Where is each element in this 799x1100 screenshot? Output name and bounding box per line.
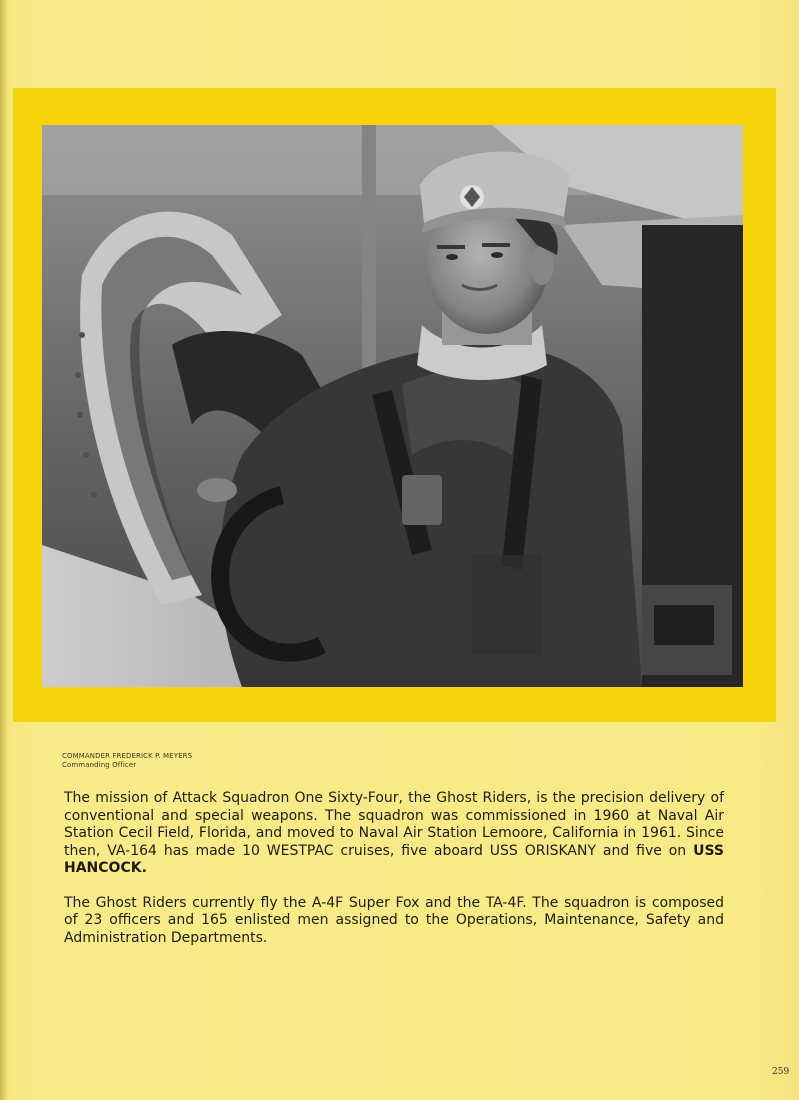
page-spine-shadow <box>0 0 6 1100</box>
page-number: 259 <box>772 1067 790 1077</box>
paragraph-mission <box>64 790 724 878</box>
paragraph-mission-text: The mission of Attack Squadron One Sixty-Four, the Ghost Riders, is the precision delivery of conventional and special weapons. The squadron was commissioned in 1960 at Naval Air Station Cecil Field, Florida, and moved to Naval Air Station Lemoore, California in 1961. Since then, VA-164 has made 10 WESTPAC cruises, five aboard USS ORISKANY and five on <box>64 790 724 859</box>
caption-name: COMMANDER FREDERICK P. MEYERS <box>62 752 193 760</box>
pilot-in-cockpit-photo <box>42 125 743 687</box>
photo-caption <box>62 752 192 770</box>
squadron-description <box>64 790 724 964</box>
paragraph-mission-bold-ship: USS HANCOCK. <box>64 842 724 876</box>
paragraph-aircraft: The Ghost Riders currently fly the A-4F Super Fox and the TA-4F. The squadron is composed of 23 officers and 165 enlisted men assigned to the Operations, Maintenance, Safety and Administration Departments. <box>64 894 724 946</box>
commanding-officer-photo <box>42 125 743 687</box>
caption-title: Commanding Officer <box>62 761 137 769</box>
